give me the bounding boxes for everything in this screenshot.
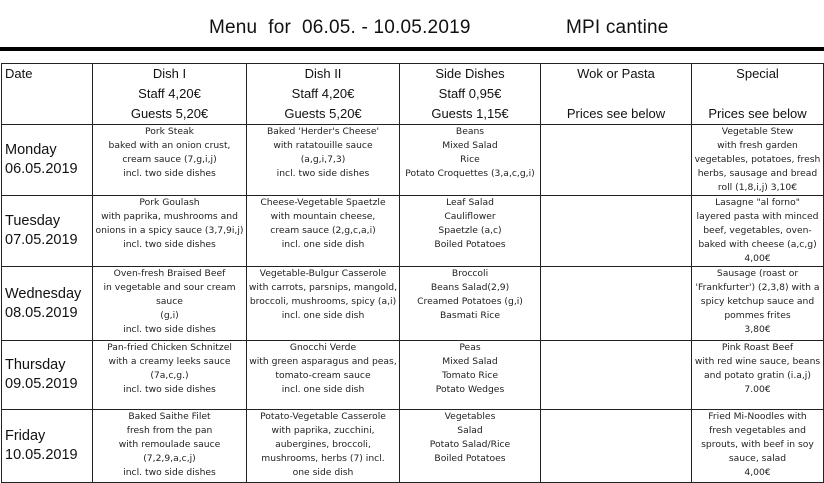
menu-title: Menu for 06.05. - 10.05.2019 <box>209 17 471 38</box>
column-price-line: Guests 5,20€ <box>130 106 209 121</box>
menu-line: (7a,c,g.) <box>150 370 189 381</box>
menu-line: pommes frites <box>724 310 791 321</box>
menu-line: vegetables, potatoes, fresh <box>694 154 821 165</box>
date: 09.05.2019 <box>5 376 78 392</box>
column-header-special <box>692 64 824 125</box>
menu-line: spicy ketchup sauce and <box>700 296 815 307</box>
special-cell <box>692 410 824 483</box>
menu-line: beef, vegetables, oven- <box>703 225 812 236</box>
menu-line: incl. two side dishes <box>123 384 216 395</box>
side-dishes-cell <box>400 341 541 410</box>
side-dishes-cell <box>400 196 541 267</box>
day-cell <box>2 196 93 267</box>
header-spacer <box>692 84 823 104</box>
day-cell <box>2 410 93 483</box>
column-price-line: Staff 4,20€ <box>291 86 355 101</box>
cantine-name: MPI cantine <box>566 17 669 38</box>
menu-line: Cauliflower <box>444 211 496 222</box>
menu-line: baked with an onion crust, <box>108 140 231 151</box>
menu-line: with fresh garden <box>717 140 798 151</box>
column-title: Dish II <box>304 66 342 81</box>
menu-table <box>1 63 824 483</box>
side-dishes-cell <box>400 125 541 196</box>
column-title: Dish I <box>152 66 187 81</box>
menu-line: layered pasta with minced <box>696 211 819 222</box>
menu-line: Fried Mi-Noodles with <box>708 411 807 422</box>
weekday: Wednesday <box>5 285 82 302</box>
menu-line: with paprika, mushrooms and <box>101 211 238 222</box>
menu-line: 'Frankfurter') (2,3,8) with a <box>695 282 820 293</box>
wok-or-pasta-cell <box>541 196 692 267</box>
menu-line: and potato gratin (i.a,j) <box>704 370 811 381</box>
menu-line: Mixed Salad <box>442 356 498 367</box>
dish-1-cell <box>93 267 247 341</box>
dish-2-cell <box>247 410 400 483</box>
menu-line: tomato-cream sauce <box>275 370 371 381</box>
column-price-line: Staff 0,95€ <box>438 86 502 101</box>
menu-line: Boiled Potatoes <box>434 453 506 464</box>
menu-line: cream sauce (2,g,c,a,i) <box>270 225 376 236</box>
menu-line: Leaf Salad <box>446 197 494 208</box>
menu-line: incl. two side dishes <box>123 324 216 335</box>
side-dishes-cell <box>400 267 541 341</box>
menu-line: with red wine sauce, beans <box>694 356 821 367</box>
menu-line: mushrooms, herbs (7) incl. <box>261 453 385 464</box>
menu-line: Gnocchi Verde <box>289 342 357 353</box>
dish-1-cell <box>93 341 247 410</box>
column-header-dish-1 <box>93 64 247 125</box>
menu-line: incl. two side dishes <box>276 168 370 179</box>
menu-line: herbs, sausage and bread <box>697 168 818 179</box>
menu-line: Vegetables <box>444 411 496 422</box>
date: 08.05.2019 <box>5 304 78 321</box>
dish-2-cell <box>247 196 400 267</box>
column-price-line: Guests 1,15€ <box>431 106 509 121</box>
menu-line: onions in a spicy sauce (3,7,9i,j) <box>95 225 244 236</box>
menu-line: Potato Salad/Rice <box>429 439 511 450</box>
menu-line: Mixed Salad <box>442 140 498 151</box>
menu-line: Beans Salad(2,9) <box>430 282 510 293</box>
menu-line: with green asparagus and peas, <box>249 356 397 367</box>
dish-1-cell <box>93 410 247 483</box>
column-price-line: Staff 4,20€ <box>138 86 201 101</box>
column-header-date <box>2 64 93 125</box>
date: 07.05.2019 <box>5 232 78 248</box>
menu-line: baked with cheese (a,c,g) <box>698 239 817 250</box>
weekday: Friday <box>5 428 46 444</box>
menu-line: Rice <box>460 154 480 165</box>
date: 06.05.2019 <box>5 161 78 177</box>
side-dishes-cell <box>400 410 541 483</box>
dish-2-cell <box>247 125 400 196</box>
menu-line: aubergines, broccoli, <box>275 439 371 450</box>
column-title: Special <box>736 66 779 81</box>
wok-or-pasta-cell <box>541 267 692 341</box>
menu-line: 7.00€ <box>744 384 771 395</box>
menu-line: (g,i) <box>160 310 179 321</box>
header-row <box>2 64 824 125</box>
menu-row-friday <box>2 410 824 483</box>
menu-line: Boiled Potatoes <box>434 239 506 250</box>
column-title: Date <box>5 66 33 81</box>
menu-line: with ratatouille sauce <box>273 140 373 151</box>
menu-line: incl. one side dish <box>281 310 365 321</box>
menu-line: Peas <box>459 342 481 353</box>
menu-line: (a,g,i,7,3) <box>300 154 346 165</box>
menu-line: 3,80€ <box>744 324 771 335</box>
menu-line: Cheese-Vegetable Spaetzle <box>260 197 386 208</box>
menu-line: with a creamy leeks sauce <box>108 356 231 367</box>
menu-row-monday <box>2 125 824 196</box>
day-cell <box>2 267 93 341</box>
menu-line: sprouts, with beef in soy <box>701 439 814 450</box>
menu-line: with remoulade sauce <box>118 439 221 450</box>
weekday: Thursday <box>5 357 66 373</box>
menu-line: (7,2,9,a,c,j) <box>143 453 196 464</box>
menu-line: with mountain cheese, <box>270 211 376 222</box>
wok-or-pasta-cell <box>541 125 692 196</box>
menu-line: Oven-fresh Braised Beef <box>113 268 226 279</box>
menu-line: Lasagne "al forno" <box>715 197 800 208</box>
wok-or-pasta-cell <box>541 341 692 410</box>
column-header-dish-2 <box>247 64 400 125</box>
column-header-side-dishes <box>400 64 541 125</box>
special-cell <box>692 267 824 341</box>
menu-line: sauce, salad <box>728 453 787 464</box>
column-title: Wok or Pasta <box>577 66 655 81</box>
wok-or-pasta-cell <box>541 410 692 483</box>
menu-line: sauce <box>156 296 183 307</box>
menu-line: incl. two side dishes <box>123 467 216 478</box>
menu-line: in vegetable and sour cream <box>103 282 236 293</box>
title-divider <box>0 47 824 51</box>
menu-line: Vegetable-Bulgur Casserole <box>259 268 387 279</box>
menu-line: Pork Goulash <box>139 197 200 208</box>
menu-line: Potato Wedges <box>435 384 505 395</box>
menu-line: Salad <box>457 425 483 436</box>
column-price-line: Prices see below <box>708 106 807 121</box>
date: 10.05.2019 <box>5 447 78 463</box>
menu-line: 4,00€ <box>744 467 771 478</box>
menu-line: incl. two side dishes <box>123 168 216 179</box>
menu-line: one side dish <box>292 467 354 478</box>
menu-line: Basmati Rice <box>439 310 500 321</box>
menu-line: fresh vegetables and <box>709 425 806 436</box>
weekday: Monday <box>5 142 57 158</box>
dish-1-cell <box>93 125 247 196</box>
menu-line: with paprika, zucchini, <box>271 425 375 436</box>
menu-line: Potato-Vegetable Casserole <box>260 411 386 422</box>
special-cell <box>692 196 824 267</box>
menu-line: incl. one side dish <box>281 239 365 250</box>
menu-line: fresh from the pan <box>126 425 213 436</box>
special-cell <box>692 341 824 410</box>
column-title: Side Dishes <box>435 66 505 81</box>
day-cell <box>2 341 93 410</box>
menu-row-thursday <box>2 341 824 410</box>
menu-line: Spaetzle (a,c) <box>438 225 502 236</box>
menu-line: Baked 'Herder's Cheese' <box>266 126 380 137</box>
column-price-line: Guests 5,20€ <box>284 106 362 121</box>
menu-line: Pork Steak <box>145 126 194 137</box>
menu-line: cream sauce (7,g,i,j) <box>122 154 217 165</box>
menu-line: 4,00€ <box>744 253 771 264</box>
dish-2-cell <box>247 341 400 410</box>
menu-line: incl. one side dish <box>281 384 365 395</box>
column-header-wok-or-pasta <box>541 64 692 125</box>
menu-line: Baked Saithe Filet <box>128 411 211 422</box>
menu-line: Beans <box>455 126 485 137</box>
menu-line: with carrots, parsnips, mangold, <box>248 282 398 293</box>
menu-line: incl. two side dishes <box>123 239 216 250</box>
header-spacer <box>541 84 691 104</box>
menu-line: Sausage (roast or <box>716 268 799 279</box>
menu-row-wednesday <box>2 267 824 341</box>
dish-2-cell <box>247 267 400 341</box>
weekday: Tuesday <box>5 213 61 229</box>
menu-line: broccoli, mushrooms, spicy (a,i) <box>249 296 397 307</box>
menu-line: Pink Roast Beef <box>721 342 794 353</box>
menu-line: Vegetable Stew <box>721 126 794 137</box>
menu-line: Potato Croquettes (3,a,c,g,i) <box>405 168 535 179</box>
menu-line: Pan-fried Chicken Schnitzel <box>107 342 232 353</box>
menu-line: Creamed Potatoes (g,i) <box>417 296 523 307</box>
special-cell <box>692 125 824 196</box>
day-cell <box>2 125 93 196</box>
menu-row-tuesday <box>2 196 824 267</box>
menu-line: roll (1,8,i,j) 3,10€ <box>717 182 798 193</box>
menu-body <box>2 125 824 483</box>
menu-line: Tomato Rice <box>441 370 499 381</box>
menu-line: Broccoli <box>451 268 489 279</box>
dish-1-cell <box>93 196 247 267</box>
column-price-line: Prices see below <box>566 106 666 121</box>
